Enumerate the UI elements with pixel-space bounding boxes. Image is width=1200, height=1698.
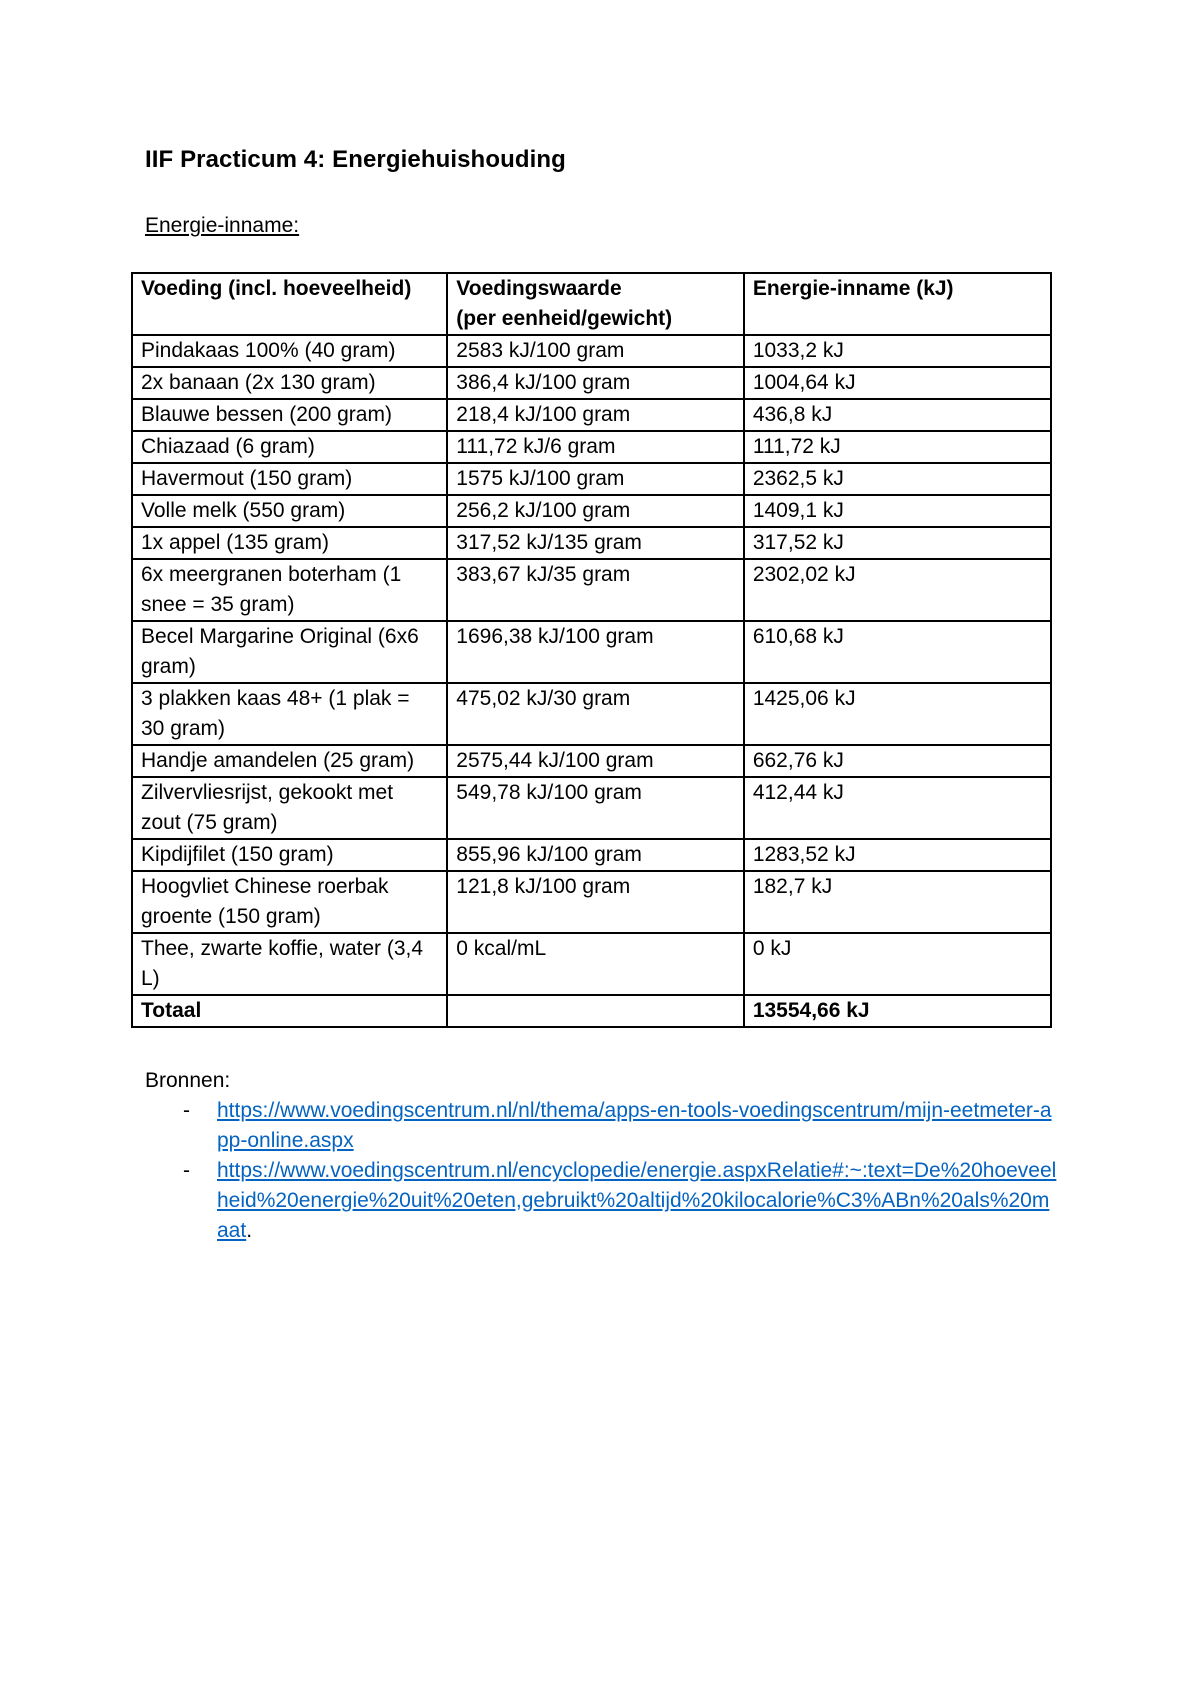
cell-voeding: Blauwe bessen (200 gram) [132,399,447,431]
cell-voedingswaarde: 475,02 kJ/30 gram [447,683,744,745]
source-item [145,1156,1057,1246]
cell-voedingswaarde: 386,4 kJ/100 gram [447,367,744,399]
table-row [132,839,1051,871]
cell-voedingswaarde: 549,78 kJ/100 gram [447,777,744,839]
cell-voeding: 3 plakken kaas 48+ (1 plak = 30 gram) [132,683,447,745]
sources-list [145,1096,1057,1246]
document-title: IIF Practicum 4: Energiehuishouding [145,146,566,173]
table-row [132,367,1051,399]
cell-voeding: Handje amandelen (25 gram) [132,745,447,777]
cell-voeding: Zilvervliesrijst, gekookt met zout (75 gram) [132,777,447,839]
cell-voedingswaarde: 317,52 kJ/135 gram [447,527,744,559]
total-empty [447,995,744,1027]
header-voedingswaarde-line1: Voedingswaarde [456,277,622,300]
cell-voedingswaarde: 218,4 kJ/100 gram [447,399,744,431]
cell-voedingswaarde: 1575 kJ/100 gram [447,463,744,495]
table-row [132,871,1051,933]
cell-energie-inname: 662,76 kJ [744,745,1051,777]
table-row [132,495,1051,527]
cell-voedingswaarde: 383,67 kJ/35 gram [447,559,744,621]
cell-voedingswaarde: 2575,44 kJ/100 gram [447,745,744,777]
table-row [132,335,1051,367]
cell-energie-inname: 412,44 kJ [744,777,1051,839]
cell-voeding: Havermout (150 gram) [132,463,447,495]
cell-voeding: Thee, zwarte koffie, water (3,4 L) [132,933,447,995]
header-voeding: Voeding (incl. hoeveelheid) [132,273,447,335]
cell-energie-inname: 2302,02 kJ [744,559,1051,621]
table-row [132,463,1051,495]
header-voedingswaarde [447,273,744,335]
cell-energie-inname: 1283,52 kJ [744,839,1051,871]
source-link-eetmeter[interactable]: https://www.voedingscentrum.nl/nl/thema/apps-en-tools-voedingscentrum/mijn-eetmeter-app-online.aspx [217,1099,1052,1152]
cell-energie-inname: 2362,5 kJ [744,463,1051,495]
list-dash: - [183,1099,190,1122]
cell-voeding: 1x appel (135 gram) [132,527,447,559]
cell-energie-inname: 1425,06 kJ [744,683,1051,745]
cell-energie-inname: 0 kJ [744,933,1051,995]
cell-voedingswaarde: 855,96 kJ/100 gram [447,839,744,871]
cell-energie-inname: 1033,2 kJ [744,335,1051,367]
table-total-row [132,995,1051,1027]
trailing-period: . [246,1219,253,1242]
list-dash: - [183,1159,190,1182]
table-row [132,559,1051,621]
cell-voedingswaarde: 256,2 kJ/100 gram [447,495,744,527]
table-header-row [132,273,1051,335]
cell-energie-inname: 1004,64 kJ [744,367,1051,399]
cell-voeding: Volle melk (550 gram) [132,495,447,527]
cell-energie-inname: 436,8 kJ [744,399,1051,431]
source-link-energie[interactable]: https://www.voedingscentrum.nl/encyclopedie/energie.aspxRelatie#:~:text=De%20hoeveelheid%20energie%20uit%20eten,gebruikt%20altijd%20kilocalorie%C3%ABn%20als%20maat [217,1159,1057,1242]
cell-voedingswaarde: 2583 kJ/100 gram [447,335,744,367]
table-row [132,777,1051,839]
cell-energie-inname: 111,72 kJ [744,431,1051,463]
cell-voedingswaarde: 1696,38 kJ/100 gram [447,621,744,683]
cell-voedingswaarde: 121,8 kJ/100 gram [447,871,744,933]
table-body [132,335,1051,995]
cell-energie-inname: 182,7 kJ [744,871,1051,933]
cell-energie-inname: 610,68 kJ [744,621,1051,683]
sources-section [145,1066,1057,1246]
section-heading: Energie-inname: [145,214,300,237]
table-row [132,683,1051,745]
total-label: Totaal [132,995,447,1027]
source-item [145,1096,1057,1156]
energy-intake-table [131,272,1052,1028]
sources-label: Bronnen: [145,1069,231,1092]
table-row [132,745,1051,777]
cell-energie-inname: 317,52 kJ [744,527,1051,559]
cell-voeding: Becel Margarine Original (6x6 gram) [132,621,447,683]
header-voedingswaarde-line2: (per eenheid/gewicht) [456,307,673,330]
cell-voeding: 6x meergranen boterham (1 snee = 35 gram) [132,559,447,621]
header-energie-inname: Energie-inname (kJ) [744,273,1051,335]
table-row [132,527,1051,559]
cell-voeding: Chiazaad (6 gram) [132,431,447,463]
cell-voedingswaarde: 111,72 kJ/6 gram [447,431,744,463]
cell-voeding: Hoogvliet Chinese roerbak groente (150 gram) [132,871,447,933]
cell-energie-inname: 1409,1 kJ [744,495,1051,527]
table-row [132,933,1051,995]
table-row [132,621,1051,683]
cell-voedingswaarde: 0 kcal/mL [447,933,744,995]
cell-voeding: Pindakaas 100% (40 gram) [132,335,447,367]
cell-voeding: 2x banaan (2x 130 gram) [132,367,447,399]
cell-voeding: Kipdijfilet (150 gram) [132,839,447,871]
table-row [132,399,1051,431]
table-row [132,431,1051,463]
total-value: 13554,66 kJ [744,995,1051,1027]
